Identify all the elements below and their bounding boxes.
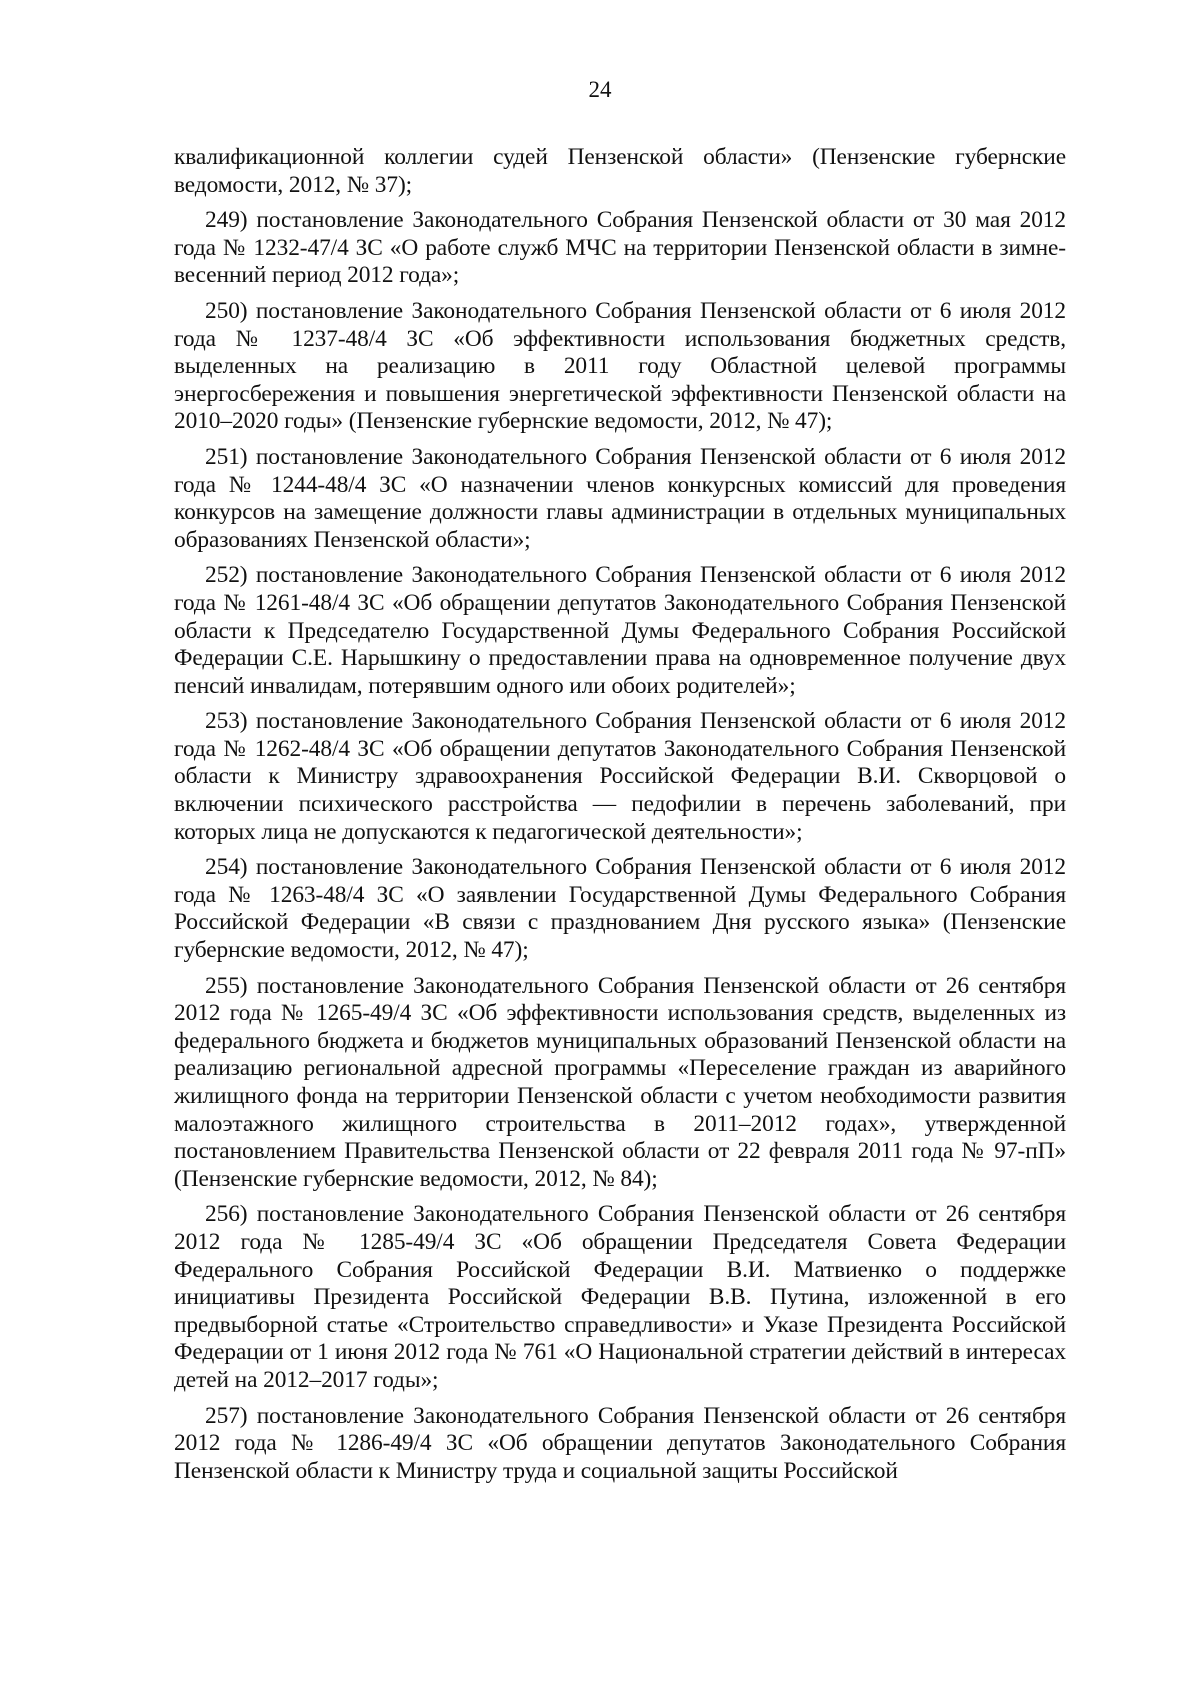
paragraph-item-255: 255) постановление Законодательного Собрания Пензенской области от 26 сентября 2012 года № 1265-49/4 ЗС «Об эффективности использования средств, выделенных из федерального бюджета и бюджетов муниципальных образований Пензенской области на реализацию региональной адресной программы «Переселение граждан из аварийного жилищного фонда на территории Пензенской области с учетом необходимости развития малоэтажного жилищного строительства в 2011–2012 годах», утвержденной постановлением Правительства Пензенской области от 22 февраля 2011 года № 97-пП» (Пензенские губернские ведомости, 2012, № 84); <box>174 972 1066 1192</box>
page-number: 24 <box>588 77 612 102</box>
paragraph-item-253: 253) постановление Законодательного Собрания Пензенской области от 6 июля 2012 года № 1262-48/4 ЗС «Об обращении депутатов Законодательного Собрания Пензенской области к Министру здравоохранения Российской Федерации В.И. Скворцовой о включении психического расстройства — педофилии в перечень заболеваний, при которых лица не допускаются к педагогической деятельности»; <box>174 708 1066 845</box>
paragraph-continuation: квалификационной коллегии судей Пензенской области» (Пензенские губернские ведомости, 2012, № 37); <box>174 144 1066 198</box>
paragraph-item-251: 251) постановление Законодательного Собрания Пензенской области от 6 июля 2012 года № 1244-48/4 ЗС «О назначении членов конкурсных комиссий для проведения конкурсов на замещение должности главы администрации в отдельных муниципальных образованиях Пензенской области»; <box>174 443 1066 553</box>
paragraph-item-250: 250) постановление Законодательного Собрания Пензенской области от 6 июля 2012 года № 1237-48/4 ЗС «Об эффективности использования бюджетных средств, выделенных на реализацию в 2011 году Областной целевой программы энергосбережения и повышения энергетической эффективности Пензенской области на 2010–2020 годы» (Пензенские губернские ведомости, 2012, № 47); <box>174 297 1066 435</box>
paragraph-item-256: 256) постановление Законодательного Собрания Пензенской области от 26 сентября 2012 года № 1285-49/4 ЗС «Об обращении Председателя Совета Федерации Федерального Собрания Российской Федерации В.И. Матвиенко о поддержке инициативы Президента Российской Федерации В.В. Путина, изложенной в его предвыборной статье «Строительство справедливости» и Указе Президента Российской Федерации от 1 июня 2012 года № 761 «О Национальной стратегии действий в интересах детей на 2012–2017 годы»; <box>174 1201 1066 1393</box>
document-body <box>174 144 1066 1493</box>
paragraph-item-257: 257) постановление Законодательного Собрания Пензенской области от 26 сентября 2012 года № 1286-49/4 ЗС «Об обращении депутатов Законодательного Собрания Пензенской области к Министру труда и социальной защиты Российской <box>174 1402 1066 1484</box>
paragraph-item-254: 254) постановление Законодательного Собрания Пензенской области от 6 июля 2012 года № 1263-48/4 ЗС «О заявлении Государственной Думы Федерального Собрания Российской Федерации «В связи с празднованием Дня русского языка» (Пензенские губернские ведомости, 2012, № 47); <box>174 854 1066 964</box>
paragraph-item-249: 249) постановление Законодательного Собрания Пензенской области от 30 мая 2012 года № 1232-47/4 ЗС «О работе служб МЧС на территории Пензенской области в зимне-весенний период 2012 года»; <box>174 207 1066 289</box>
paragraph-item-252: 252) постановление Законодательного Собрания Пензенской области от 6 июля 2012 года № 1261-48/4 ЗС «Об обращении депутатов Законодательного Собрания Пензенской области к Председателю Государственной Думы Федерального Собрания Российской Федерации С.Е. Нарышкину о предоставлении права на одновременное получение двух пенсий инвалидам, потерявшим одного или обоих родителей»; <box>174 562 1066 699</box>
